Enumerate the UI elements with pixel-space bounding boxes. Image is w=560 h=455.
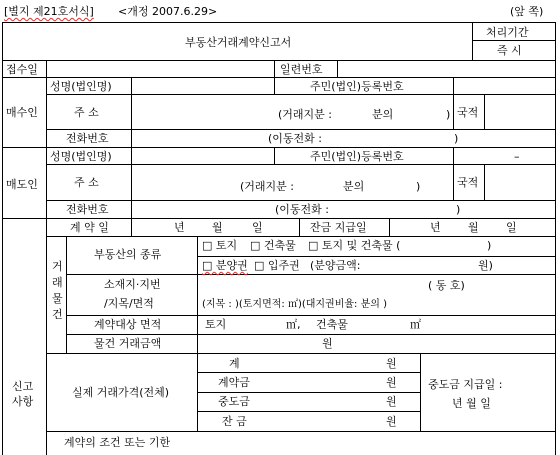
receipt-date-label: 접수일 (6, 63, 38, 76)
contract-area-label: 계약대상 면적 (94, 318, 162, 331)
report-section-label-1: 신고 (12, 380, 34, 393)
form-number: [별지 제21호서식] (4, 5, 94, 18)
type-option-presale-right[interactable]: □ 분양권 (202, 259, 248, 272)
type-option-land-building[interactable]: □ 토지 및 건축물 ( (308, 239, 401, 252)
mid-payment-date-units: 년 월 일 (452, 397, 491, 410)
location-detail: (지목 : )(토지면적: ㎡)(대지권비율: 분의 ) (202, 299, 387, 310)
seller-nationality-label: 국적 (457, 176, 479, 189)
buyer-reg-label: 주민(법인)등록번호 (310, 80, 404, 93)
balance-date-day: 일 (506, 221, 517, 234)
buyer-mobile-close: ) (454, 132, 459, 145)
property-group-char-2: 래 (52, 276, 63, 289)
price-row-deposit-label: 계약금 (218, 376, 250, 389)
balance-date-year: 년 (430, 221, 441, 234)
type-option-occupancy-right[interactable]: □ 입주권 (254, 259, 300, 272)
seller-share-close: ) (416, 180, 421, 193)
property-group-char-4: 건 (52, 308, 63, 321)
transaction-amount-unit: 원 (322, 337, 333, 350)
contract-date-label: 계 약 일 (70, 221, 109, 234)
buyer-section-label: 매수인 (6, 106, 38, 119)
price-row-balance-label: 잔 금 (222, 415, 247, 428)
buyer-address-label: 주 소 (74, 106, 99, 119)
balance-date-month: 월 (468, 221, 479, 234)
buyer-name-label: 성명(법인명) (50, 80, 112, 93)
transaction-amount-label: 물건 거래금액 (94, 337, 162, 350)
contract-conditions-label: 계약의 조건 또는 기한 (64, 436, 171, 449)
location-dong-ho: ( 동 호) (428, 279, 465, 292)
buyer-mobile-text: (이동전화 : (268, 132, 322, 145)
actual-price-label: 실제 거래가격(전체) (72, 386, 170, 399)
processing-label: 처리기간 (486, 26, 529, 39)
seller-mobile-close: ) (456, 203, 461, 216)
price-row-mid-unit: 원 (386, 395, 397, 408)
seller-reg-label: 주민(법인)등록번호 (310, 150, 404, 163)
mid-payment-date-label: 중도금 지급일 : (428, 378, 503, 391)
property-group-char-1: 거 (52, 260, 63, 273)
seller-phone-label: 전화번호 (66, 203, 109, 216)
location-label-2: /지목/면적 (104, 297, 154, 310)
type-option-close: ) (487, 239, 492, 252)
property-group-char-3: 물 (52, 292, 63, 305)
contract-date-year: 년 (174, 221, 185, 234)
seller-name-label: 성명(법인명) (50, 150, 112, 163)
seller-section-label: 매도인 (6, 178, 38, 191)
contract-date-month: 월 (212, 221, 223, 234)
property-type-label: 부동산의 종류 (94, 248, 162, 261)
price-row-balance-unit: 원 (386, 415, 397, 428)
seller-address-label: 주 소 (74, 176, 99, 189)
form-title: 부동산거래계약신고서 (185, 36, 292, 49)
area-land-unit: ㎡, (286, 318, 301, 331)
serial-number-label: 일련번호 (280, 63, 323, 76)
presale-amount-unit: 원) (478, 259, 493, 272)
buyer-nationality-label: 국적 (457, 106, 479, 119)
revision-note: <개정 2007.6.29> (118, 5, 218, 18)
presale-amount-text: (분양금액: (310, 259, 361, 272)
price-row-deposit-unit: 원 (386, 376, 397, 389)
report-section-label-2: 사항 (12, 395, 34, 408)
buyer-share-unit: 분의 (372, 108, 394, 121)
type-option-land[interactable]: □ 토지 (202, 239, 238, 252)
type-option-building[interactable]: □ 건축물 (250, 239, 296, 252)
balance-date-label: 잔금 지급일 (310, 221, 367, 234)
area-building-unit: ㎡ (410, 318, 421, 331)
seller-share-text: (거래지분 : (240, 180, 294, 193)
price-row-total-unit: 원 (386, 357, 397, 370)
buyer-share-text: (거래지분 : (278, 108, 332, 121)
page-side: (앞 쪽) (510, 5, 544, 18)
buyer-share-close: ) (446, 108, 451, 121)
contract-date-day: 일 (252, 221, 263, 234)
processing-value: 즉 시 (497, 44, 522, 57)
buyer-phone-label: 전화번호 (66, 132, 109, 145)
seller-reg-dash: – (514, 150, 520, 163)
seller-mobile-text: (이동전화 : (275, 203, 329, 216)
price-row-mid-label: 중도금 (218, 395, 250, 408)
area-building-label: 건축물 (316, 318, 348, 331)
area-land-label: 토지 (205, 318, 227, 331)
location-label-1: 소재지·지번 (104, 278, 161, 291)
seller-share-unit: 분의 (343, 180, 365, 193)
price-row-total-label: 계 (229, 357, 240, 370)
